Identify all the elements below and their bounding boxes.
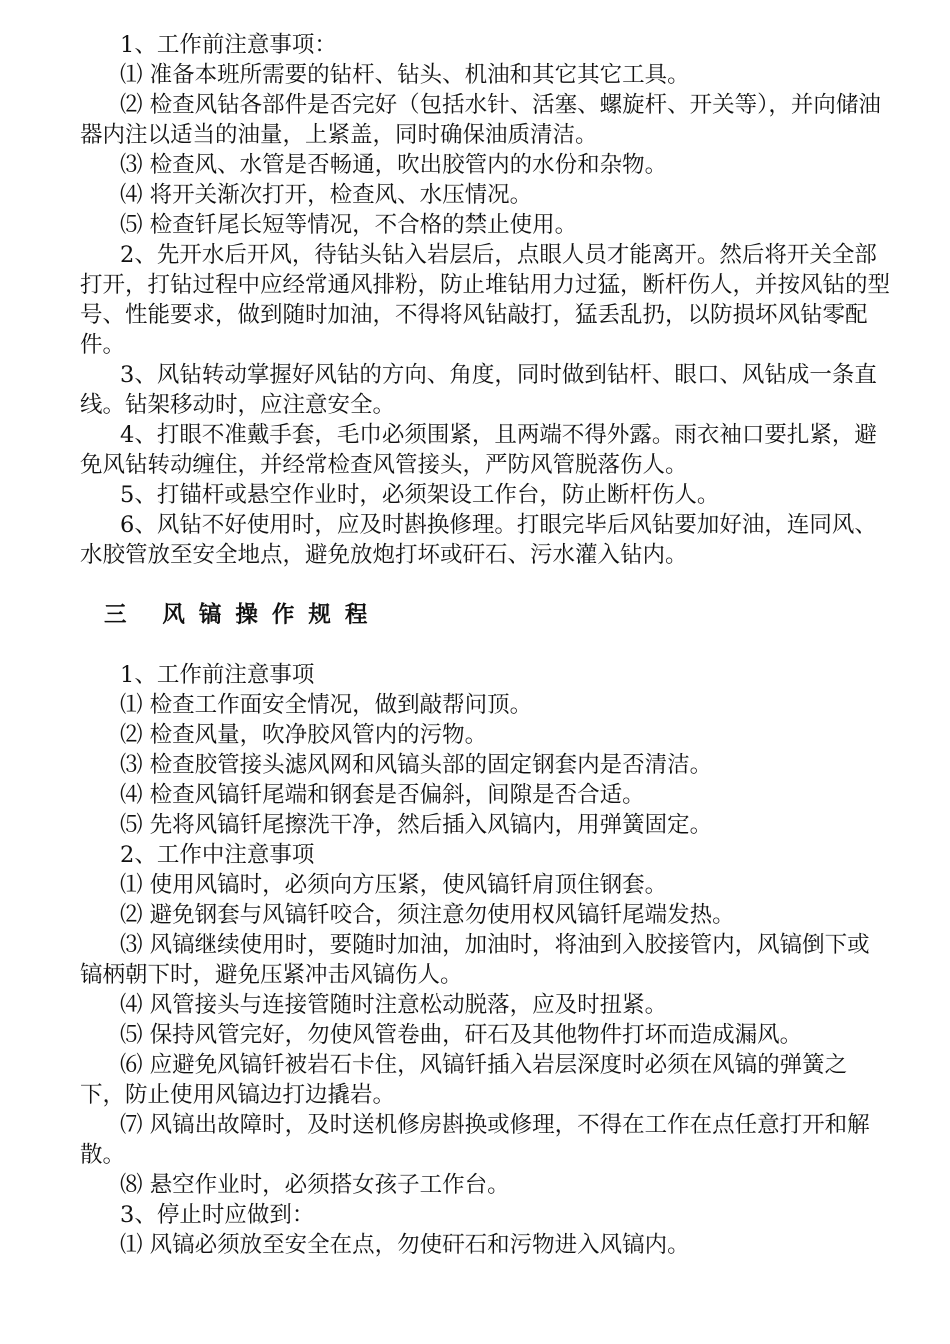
section-heading: 三 风镐操作规程 — [104, 602, 382, 628]
paragraph: ⑵ 避免钢套与风镐钎咬合，须注意勿使用权风镐钎尾端发热。 — [120, 902, 735, 928]
paragraph: 1、工作前注意事项 — [120, 662, 315, 688]
paragraph: 5、打锚杆或悬空作业时，必须架设工作台，防止断杆伤人。 — [120, 482, 720, 508]
paragraph: ⑴ 风镐必须放至安全在点，勿使矸石和污物进入风镐内。 — [120, 1232, 690, 1258]
spacer — [80, 630, 890, 660]
spacer — [80, 570, 890, 600]
paragraph: ⑵ 检查风量，吹净胶风管内的污物。 — [120, 722, 488, 748]
paragraph: 3、风钻转动掌握好风钻的方向、角度，同时做到钻杆、眼口、风钻成一条直线。钻架移动时，应注意安全。 — [80, 362, 877, 418]
paragraph: 1、工作前注意事项： — [120, 32, 337, 58]
paragraph: 6、风钻不好使用时，应及时斟换修理。打眼完毕后风钻要加好油，连同风、水胶管放至安全地点，避免放炮打坏或矸石、污水灌入钻内。 — [80, 512, 877, 568]
section-three-body — [80, 660, 890, 1260]
paragraph: 4、打眼不准戴手套，毛巾必须围紧，且两端不得外露。雨衣袖口要扎紧，避免风钻转动缠住，并经常检查风管接头，严防风管脱落伤人。 — [80, 422, 877, 478]
paragraph: ⑸ 保持风管完好，勿使风管卷曲，矸石及其他物件打坏而造成漏风。 — [120, 1022, 803, 1048]
paragraph: ⑷ 检查风镐钎尾端和钢套是否偏斜，间隙是否合适。 — [120, 782, 645, 808]
paragraph: ⑶ 风镐继续使用时，要随时加油，加油时，将油到入胶接管内，风镐倒下或镐柄朝下时，避免压紧冲击风镐伤人。 — [80, 932, 870, 988]
paragraph: ⑹ 应避免风镐钎被岩石卡住，风镐钎插入岩层深度时必须在风镐的弹簧之下，防止使用风镐边打边撬岩。 — [80, 1052, 848, 1108]
paragraph: ⑵ 检查风钻各部件是否完好（包括水针、活塞、螺旋杆、开关等），并向储油器内注以适当的油量，上紧盖，同时确保油质清洁。 — [80, 92, 881, 148]
section-two-body — [80, 30, 890, 570]
paragraph: ⑷ 风管接头与连接管随时注意松动脱落，应及时扭紧。 — [120, 992, 668, 1018]
document-page — [80, 30, 890, 1260]
paragraph: ⑸ 先将风镐钎尾擦洗干净，然后插入风镐内，用弹簧固定。 — [120, 812, 713, 838]
paragraph: 3、停止时应做到： — [120, 1202, 315, 1228]
paragraph: ⑸ 检查钎尾长短等情况，不合格的禁止使用。 — [120, 212, 578, 238]
paragraph: ⑴ 使用风镐时，必须向方压紧，使风镐钎肩顶住钢套。 — [120, 872, 668, 898]
paragraph: ⑻ 悬空作业时，必须搭女孩子工作台。 — [120, 1172, 510, 1198]
paragraph: 2、工作中注意事项 — [120, 842, 315, 868]
paragraph: ⑶ 检查风、水管是否畅通，吹出胶管内的水份和杂物。 — [120, 152, 668, 178]
paragraph: ⑺ 风镐出故障时，及时送机修房斟换或修理，不得在工作在点任意打开和解散。 — [80, 1112, 870, 1168]
paragraph: ⑶ 检查胶管接头滤风网和风镐头部的固定钢套内是否清洁。 — [120, 752, 713, 778]
paragraph: 2、先开水后开风，待钻头钻入岩层后，点眼人员才能离开。然后将开关全部打开，打钻过程中应经常通风排粉，防止堆钻用力过猛，断杆伤人，并按风钻的型号、性能要求，做到随时加油，不得将风钻敲打，猛丢乱扔，以防损坏风钻零配件。 — [80, 242, 891, 358]
paragraph: ⑴ 准备本班所需要的钻杆、钻头、机油和其它其它工具。 — [120, 62, 690, 88]
paragraph: ⑷ 将开关渐次打开，检查风、水压情况。 — [120, 182, 533, 208]
paragraph: ⑴ 检查工作面安全情况，做到敲帮问顶。 — [120, 692, 533, 718]
